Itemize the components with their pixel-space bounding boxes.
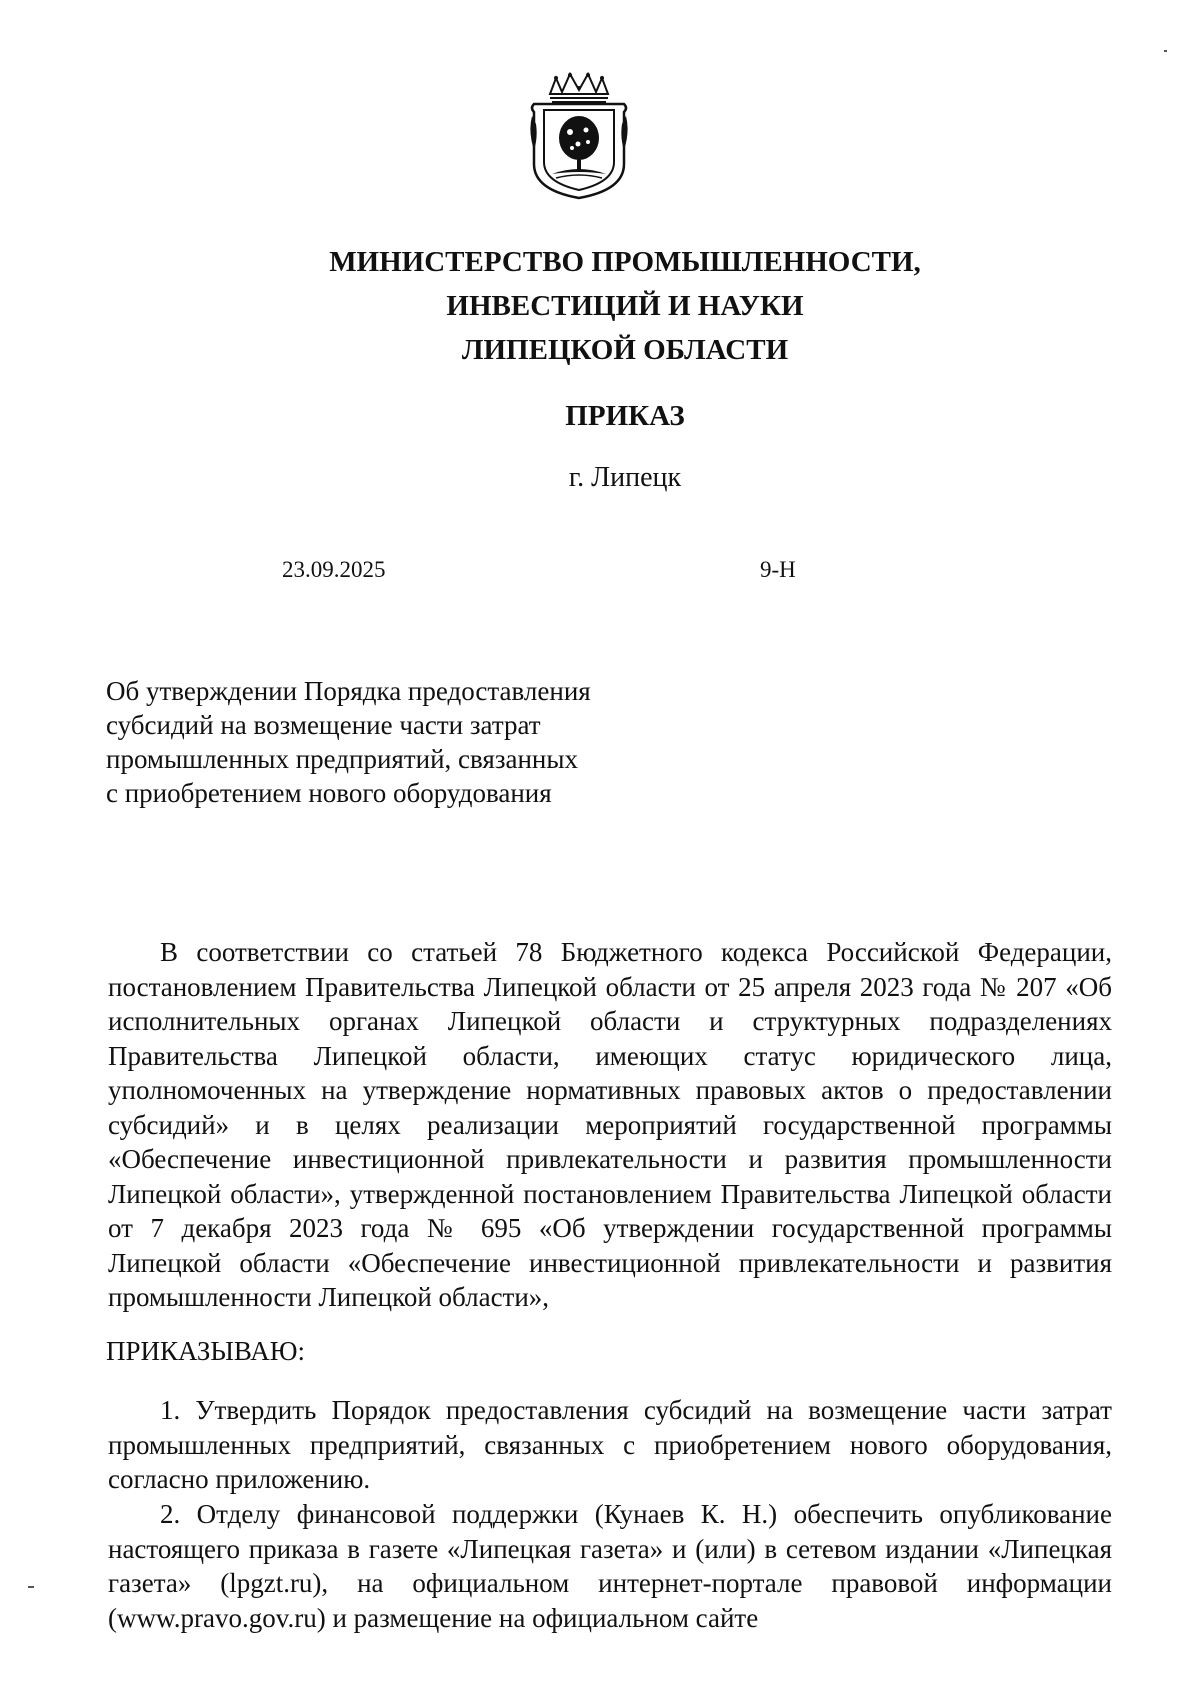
order-item-2: 2. Отделу финансовой поддержки (Кунаев К. Н.) обеспечить опубликование настоящего приказа в газете «Липецкая газета» и (или) в сетевом издании «Липецкая газета» (lpgzt.ru), на официальном интернет-портале правовой информации (www.pravo.gov.ru) и размещение на официальном сайте [108,1499,1112,1633]
ministry-line-3: ЛИПЕЦКОЙ ОБЛАСТИ [461,334,789,366]
scan-speck [1164,50,1167,52]
document-type: ПРИКАЗ [565,400,685,432]
ministry-line-1: МИНИСТЕРСТВО ПРОМЫШЛЕННОСТИ, [329,246,921,278]
city-name: г. Липецк [568,462,682,493]
scan-speck [28,1586,34,1588]
ministry-line-2: ИНВЕСТИЦИЙ И НАУКИ [446,290,804,322]
document-date: 23.09.2025 [282,557,386,582]
order-item-1: 1. Утвердить Порядок предоставления субсидий на возмещение части затрат промышленных предприятий, связанных с приобретением нового оборудования, согласно приложению. [108,1395,1112,1494]
order-word: ПРИКАЗЫВАЮ: [106,1336,305,1366]
subject-line-3: промышленных предприятий, связанных [106,744,579,774]
preamble-paragraph: В соответствии со статьей 78 Бюджетного кодекса Российской Федерации, постановлением Правительства Липецкой области от 25 апреля 2023 года № 207 «Об исполнительных органах Липецкой области и структурных подразделениях Правительства Липецкой области, имеющих статус юридического лица, уполномоченных на утверждение нормативных правовых актов о предоставлении субсидий» и в целях реализации мероприятий государственной программы «Обеспечение инвестиционной привлекательности и развития промышленности Липецкой области», утвержденной постановлением Правительства Липецкой области от 7 декабря 2023 года № 695 «Об утверждении государственной программы Липецкой области «Обеспечение инвестиционной привлекательности и развития промышленности Липецкой области», [108,937,1112,1312]
lipetsk-oblast-coat-of-arms-icon [528,72,630,200]
document-subject [106,674,666,810]
subject-line-1: Об утверждении Порядка предоставления [106,676,591,706]
subject-line-2: субсидий на возмещение части затрат [106,710,541,740]
document-number: 9-Н [760,557,796,582]
subject-line-4: с приобретением нового оборудования [106,778,552,808]
ministry-name [25,240,1200,372]
